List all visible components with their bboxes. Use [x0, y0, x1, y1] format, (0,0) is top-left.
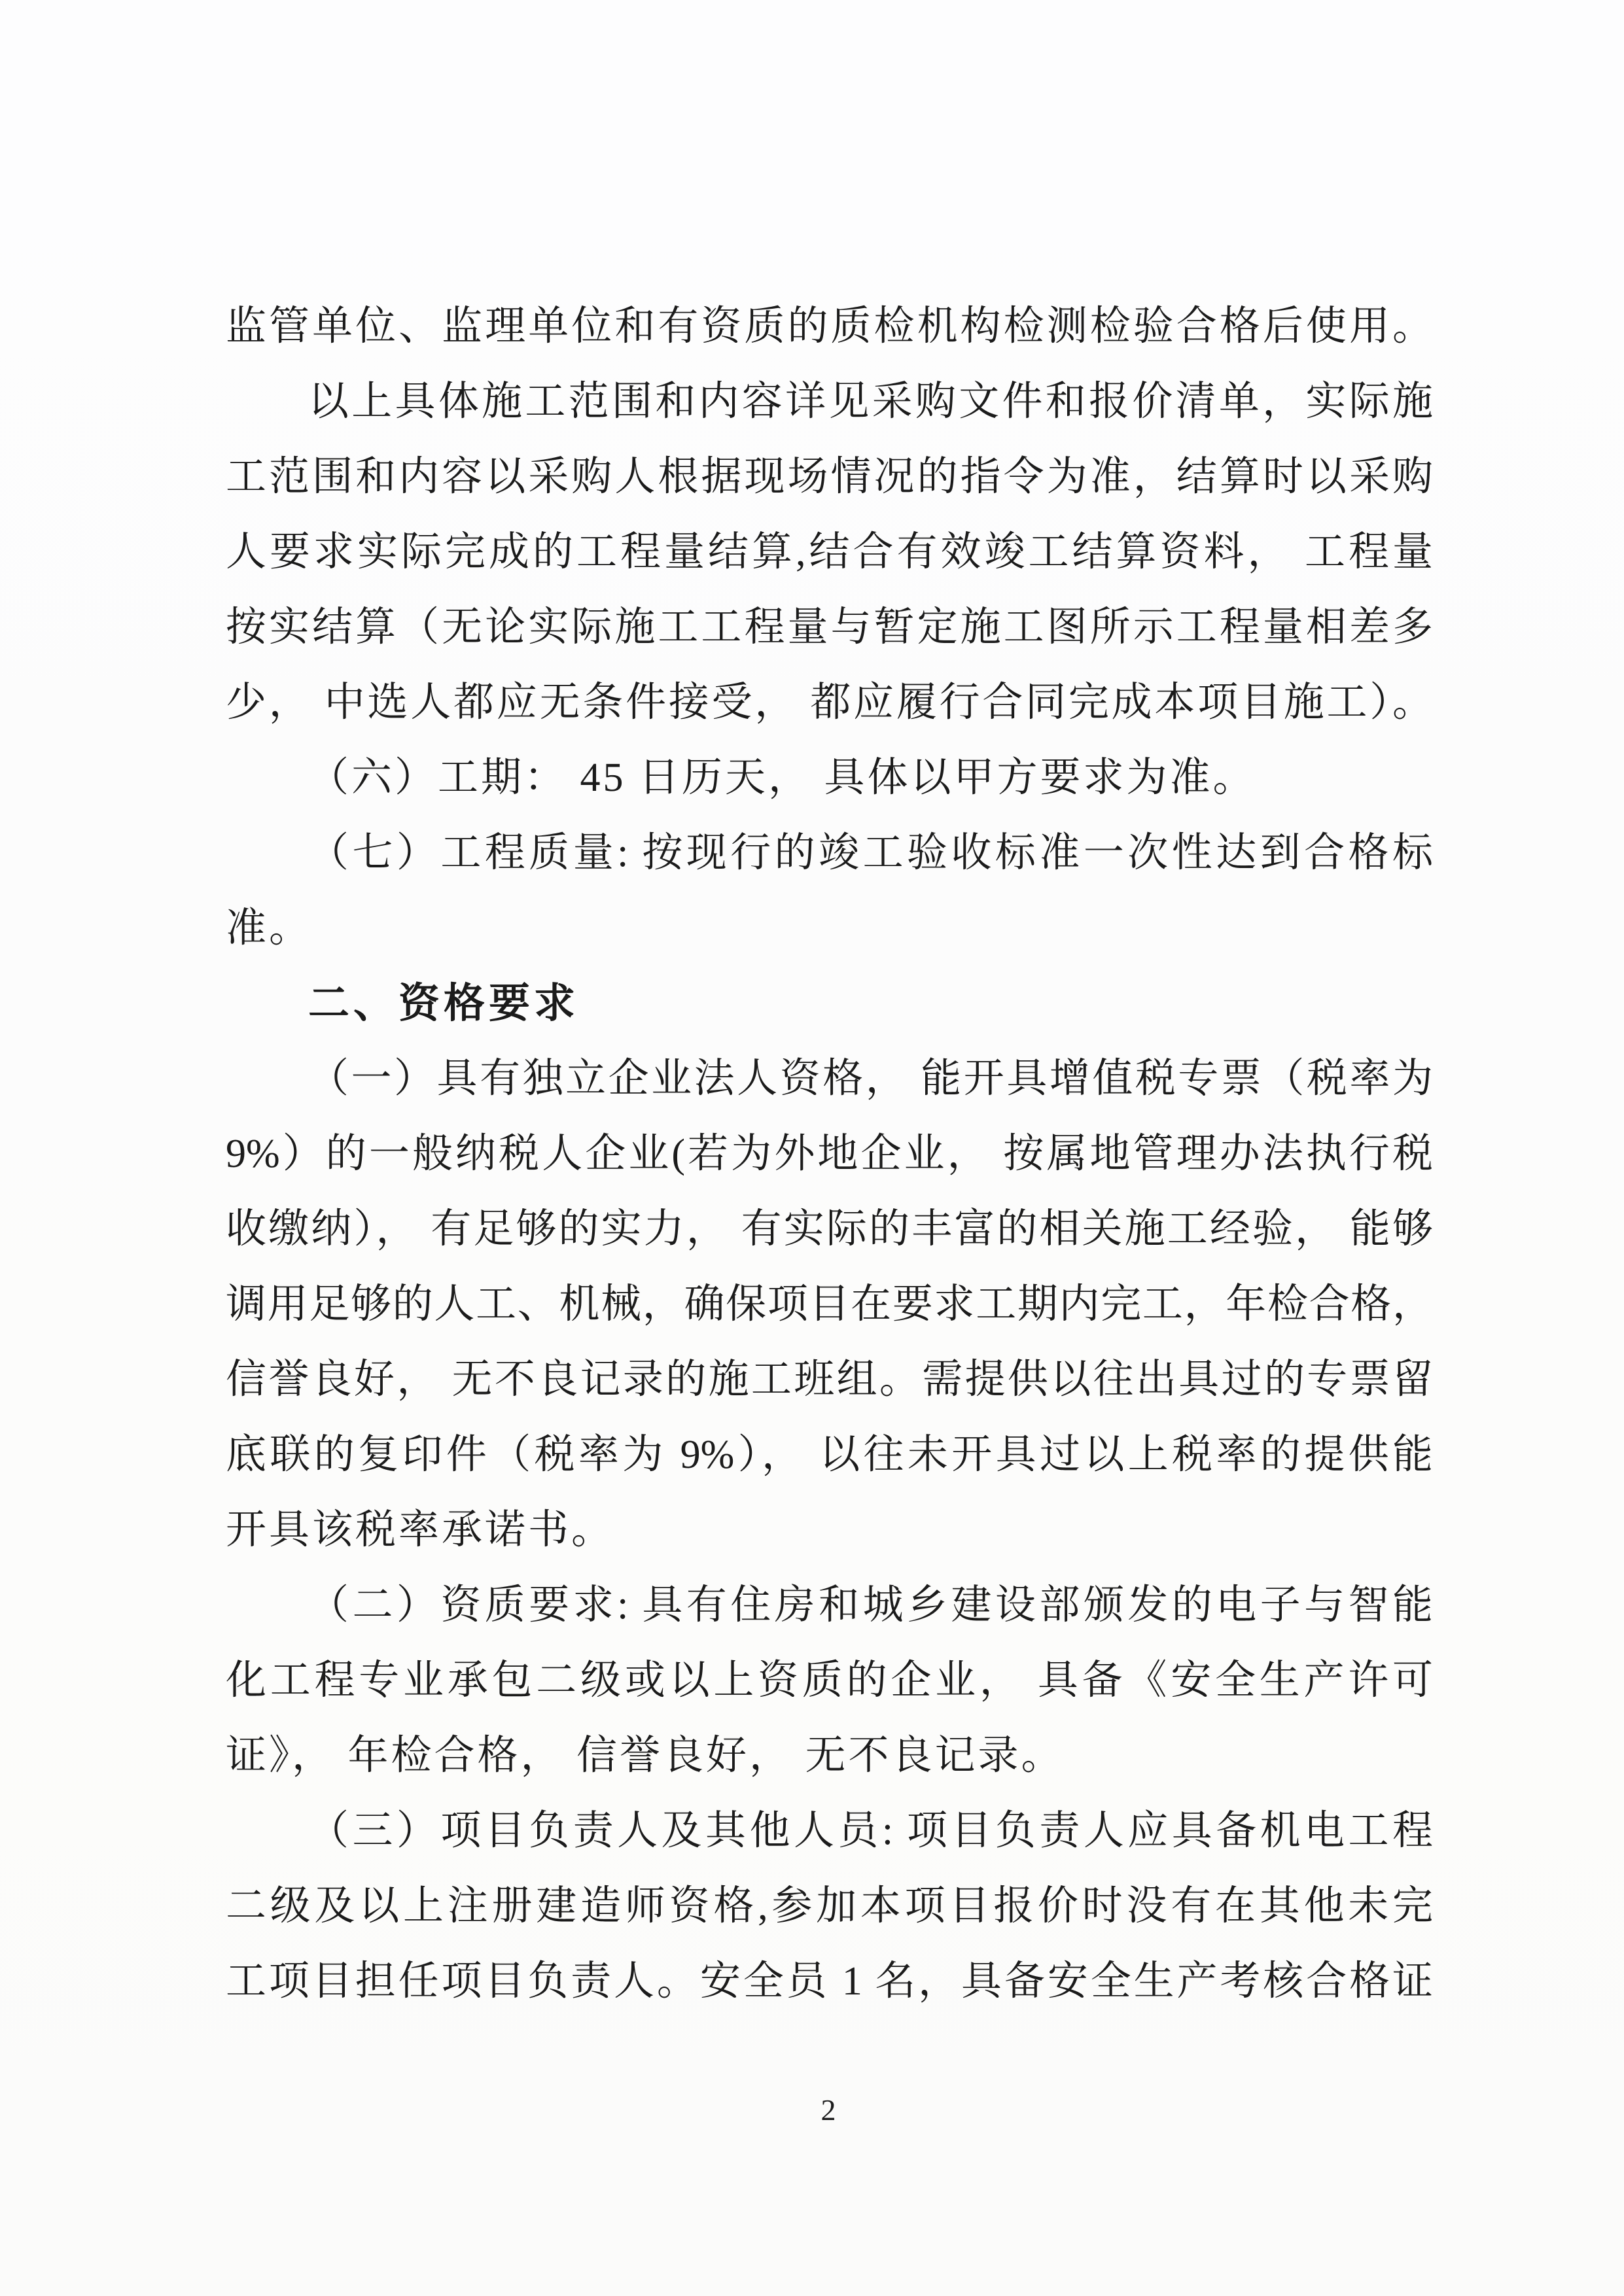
text-line: 收缴纳）， 有足够的实力， 有实际的丰富的相关施工经验， 能够 [226, 1207, 1433, 1251]
text-line: 化工程专业承包二级或以上资质的企业， 具备《安全生产许可 [226, 1658, 1433, 1703]
text-line: 监管单位、监理单位和有资质的质检机构检测检验合格后使用。 [226, 304, 1433, 349]
document-body [226, 289, 1433, 2019]
text-line: 底联的复印件（税率为 9%）， 以往未开具过以上税率的提供能 [226, 1433, 1433, 1477]
text-line: 工项目担任项目负责人。安全员 1 名，具备安全生产考核合格证 [226, 1959, 1433, 2004]
text-line: 二、资格要求 [308, 981, 579, 1026]
text-line: （一）具有独立企业法人资格， 能开具增值税专票（税率为 [308, 1056, 1433, 1101]
text-line: （二）资质要求: 具有住房和城乡建设部颁发的电子与智能 [308, 1583, 1433, 1627]
text-line: 开具该税率承诺书。 [226, 1508, 615, 1552]
text-line: 9%）的一般纳税人企业(若为外地企业， 按属地管理办法执行税 [226, 1132, 1433, 1176]
text-line: 信誉良好， 无不良记录的施工班组。需提供以往出具过的专票留 [226, 1357, 1433, 1402]
text-line: 以上具体施工范围和内容详见采购文件和报价清单，实际施 [308, 379, 1433, 424]
text-line: （三）项目负责人及其他人员: 项目负责人应具备机电工程 [308, 1809, 1433, 1853]
text-line: 准。 [226, 906, 313, 950]
text-line: （六）工期： 45 日历天， 具体以甲方要求为准。 [308, 756, 1256, 800]
text-line: 人要求实际完成的工程量结算,结合有效竣工结算资料， 工程量 [226, 530, 1433, 574]
text-line: 工范围和内容以采购人根据现场情况的指令为准，结算时以采购 [226, 455, 1433, 499]
text-line: 二级及以上注册建造师资格,参加本项目报价时没有在其他未完 [226, 1884, 1433, 1928]
text-line: （七）工程质量: 按现行的竣工验收标准一次性达到合格标 [308, 831, 1433, 875]
page-number: 2 [821, 2093, 836, 2127]
text-line: 按实结算（无论实际施工工程量与暂定施工图所示工程量相差多 [226, 605, 1433, 650]
text-line: 少， 中选人都应无条件接受， 都应履行合同完成本项目施工）。 [226, 680, 1433, 725]
text-line: 证》， 年检合格， 信誉良好， 无不良记录。 [226, 1733, 1065, 1778]
text-line: 调用足够的人工、机械，确保项目在要求工期内完工，年检合格， [226, 1282, 1433, 1327]
